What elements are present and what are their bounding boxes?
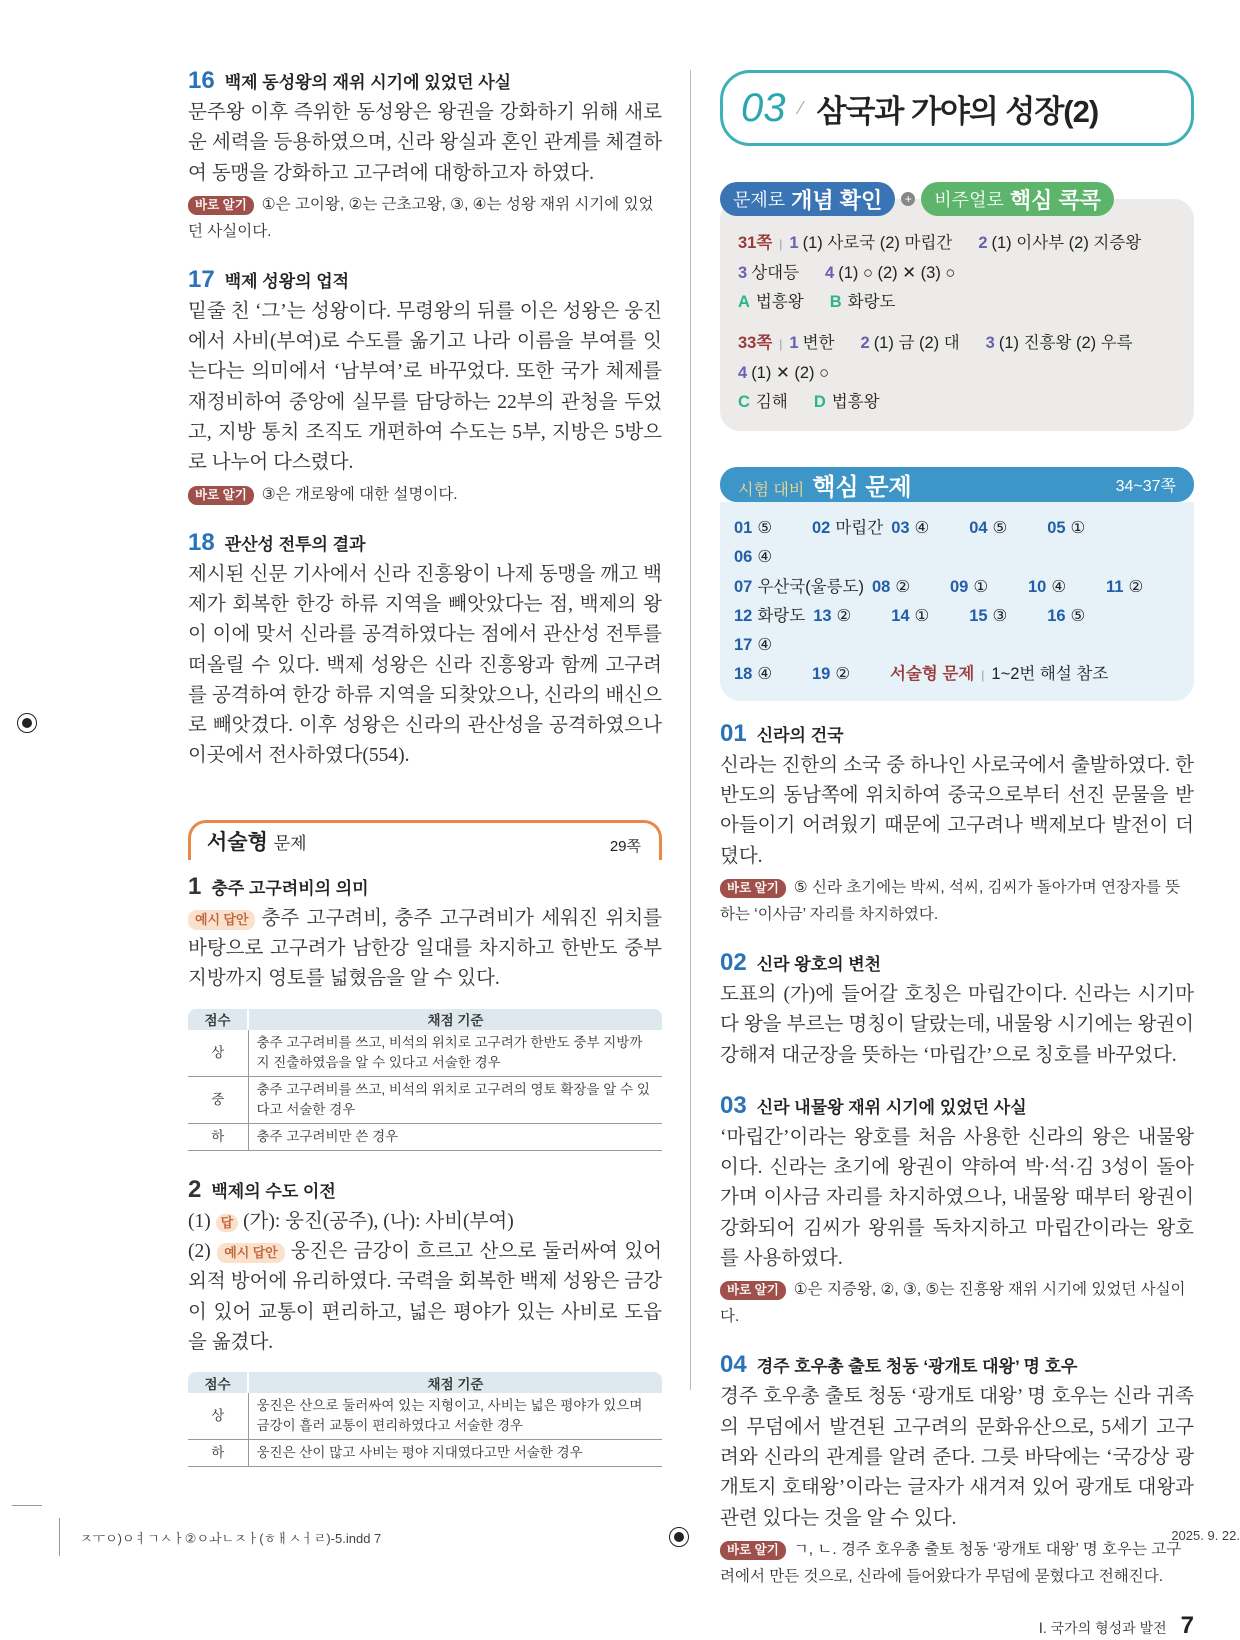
answer-01 xyxy=(720,721,1194,928)
sample-answer-badge: 예시 답안 xyxy=(188,910,255,930)
question-16 xyxy=(188,68,662,245)
sample-answer-paragraph xyxy=(188,904,662,995)
footer-chapter: Ⅰ. 국가의 형성과 발전 xyxy=(1038,1619,1167,1636)
correction-text: ①은 고이왕, ②는 근초고왕, ③, ④는 성왕 재위 시기에 있었던 사실이다. xyxy=(188,195,654,240)
criteria-cell: 충주 고구려비를 쓰고, 비석의 위치로 고구려의 영토 확장을 알 수 있다고 서술한 경우 xyxy=(248,1076,662,1123)
explanation: 신라는 진한의 소국 중 하나인 사로국에서 출발하였다. 한반도의 동남쪽에 위치하여 중국으로부터 선진 문물을 받아들이기 어려웠기 때문에 고구려나 백제보다 발전이 더뎠다. xyxy=(720,754,1194,867)
core-answers-box xyxy=(720,502,1194,701)
criteria-cell: 웅진은 산이 많고 사비는 평야 지대였다고만 서술한 경우 xyxy=(248,1440,662,1467)
answer-04 xyxy=(720,1352,1194,1589)
right-column xyxy=(720,70,1194,1640)
correction-note: 바로 알기 ㄱ, ㄴ. 경주 호우총 출토 청동 ‘광개토 대왕’ 명 호우는 고구려에서 만든 것으로, 신라에 들어왔다가 무덤에 묻혔다고 전해진다. xyxy=(720,1540,1182,1585)
question-number: 04 xyxy=(720,1351,747,1379)
answer-paragraph-1: (1) 답 (가): 웅진(공주), (나): 사비(부여) xyxy=(188,1210,514,1232)
writing-question-1 xyxy=(188,874,662,1151)
question-number: 02 xyxy=(720,948,747,976)
column-divider xyxy=(690,70,691,1390)
page-31-answers: 31쪽 | 1 (1) 사로국 (2) 마립간 2 (1) 이사부 (2) 지증왕 3 상대등 4 (1) ○ (2) ✕ (3) ○ A 법흥왕 B 화랑도 xyxy=(738,234,1142,311)
table-row xyxy=(188,1123,662,1150)
answer-badge: 답 xyxy=(216,1214,239,1232)
page-33-answers: 33쪽 | 1 변한 2 (1) 금 (2) 대 3 (1) 진흥왕 (2) 우륵 4 (1) ✕ (2) ○ C 김해 D 법흥왕 xyxy=(738,334,1133,411)
answer-02 xyxy=(720,950,1194,1071)
question-title: 신라 내물왕 재위 시기에 있었던 사실 xyxy=(756,1097,1027,1117)
question-title: 경주 호우총 출토 청동 ‘광개토 대왕’ 명 호우 xyxy=(756,1357,1078,1377)
criteria-cell: 웅진은 산으로 둘러싸여 있는 지형이고, 사비는 넓은 평야가 있으며 금강이 흘러 교통이 편리하였다고 서술한 경우 xyxy=(248,1393,662,1440)
answer-row: 01 ⑤ 02 마립간 03 ④ 04 ⑤ 05 ① 06 ④ xyxy=(734,519,1086,567)
score-cell: 상 xyxy=(188,1393,248,1440)
answer-row: 18 ④ 19 ② 서술형 문제 | 1~2번 해설 참조 xyxy=(734,665,1109,684)
question-number: 17 xyxy=(188,265,215,293)
writing-section-page: 29쪽 xyxy=(609,837,641,855)
score-cell: 상 xyxy=(188,1030,248,1077)
file-slug: ㅈㅜㅇ)ㅇㅕㄱㅅㅏ②ㅇㅘㄴㅈㅏ(ㅎㅐㅅㅓㄹ)-5.indd 7 xyxy=(80,1531,382,1546)
question-title: 신라의 건국 xyxy=(756,725,844,745)
criteria-cell: 충주 고구려비를 쓰고, 비석의 위치로 고구려가 한반도 중부 지방까지 진출하였음을 알 수 있다고 서술한 경우 xyxy=(248,1030,662,1077)
scoring-table-1 xyxy=(188,1009,662,1151)
chapter-title: 삼국과 가야의 성장(2) xyxy=(816,93,1099,129)
correction-badge: 바로 알기 xyxy=(188,486,254,505)
explanation: 제시된 신문 기사에서 신라 진흥왕이 나제 동맹을 깨고 백제가 회복한 한강 하류 지역을 빼앗았다는 점, 백제의 왕이 이에 맞서 신라를 공격하였다는 점에서 관산성 전투를 떠올릴 수 있다. 백제 성왕은 신라 진흥왕과 함께 고구려를 공격하여 한강 하류 지역을 되찾았으나, 신라의 배신으로 빼앗겼다. 이후 성왕은 신라의 관산성을 공격하였으나 이곳에서 전사하였다(554). xyxy=(188,563,662,767)
page-footer xyxy=(720,1612,1194,1640)
print-slug xyxy=(80,1528,1240,1547)
question-title: 백제 성왕의 업적 xyxy=(224,271,350,291)
explanation: 밑줄 친 ‘그’는 성왕이다. 무령왕의 뒤를 이은 성왕은 웅진에서 사비(부여)로 수도를 옮기고 나라 이름을 부여를 잇는다는 의미에서 ‘남부여’로 바꾸었다. 또한 국가 체제를 재정비하여 중앙에 실무를 담당하는 22부의 관청을 두었고, 지방 통치 조직도 개편하여 수도는 5부, 지방은 5방으로 나누어 다스렸다. xyxy=(188,300,662,474)
score-cell: 하 xyxy=(188,1440,248,1467)
plus-icon: + xyxy=(901,192,915,206)
table-row xyxy=(188,1393,662,1440)
criteria-cell: 충주 고구려비만 쓴 경우 xyxy=(248,1123,662,1150)
question-number: 2 xyxy=(188,1175,202,1203)
score-cell: 하 xyxy=(188,1123,248,1150)
question-title: 충주 고구려비의 의미 xyxy=(211,878,369,898)
correction-note xyxy=(188,481,662,508)
table-header: 점수 xyxy=(188,1372,248,1393)
print-date: 2025. 9. 22. xyxy=(1171,1528,1240,1543)
left-column xyxy=(188,68,662,1467)
slash-icon: ⁄ xyxy=(799,97,803,118)
question-number: 01 xyxy=(720,719,747,747)
question-title: 관산성 전투의 결과 xyxy=(224,534,366,554)
writing-section-header xyxy=(188,820,662,860)
question-title: 신라 왕호의 변천 xyxy=(756,954,882,974)
table-header: 채점 기준 xyxy=(248,1372,662,1393)
correction-badge: 바로 알기 xyxy=(720,1281,786,1300)
sample-answer-badge: 예시 답안 xyxy=(217,1243,284,1263)
crop-mark xyxy=(12,1505,42,1506)
explanation: 도표의 (가)에 들어갈 호칭은 마립간이다. 신라는 시기마다 왕을 부르는 명칭이 달랐는데, 내물왕 시기에는 왕권이 강해져 대군장을 뜻하는 ‘마립간’으로 칭호를 바꾸었다. xyxy=(720,983,1194,1066)
concept-check-pill: 문제로 개념 확인 xyxy=(720,182,895,216)
explanation: 경주 호우총 출토 청동 ‘광개토 대왕’ 명 호우는 신라 귀족의 무덤에서 발견된 고구려의 문화유산으로, 5세기 고구려와 신라의 관계를 알려 준다. 그릇 바닥에는 ‘국강상 광개토지 호태왕’이라는 글자가 새겨져 있어 광개토 대왕과 관련 있다는 것을 알 수 있다. xyxy=(720,1386,1194,1529)
sample-answer: 충주 고구려비, 충주 고구려비가 세워진 위치를 바탕으로 고구려가 남한강 일대를 차지하고 한반도 중부 지방까지 영토를 넓혔음을 알 수 있다. xyxy=(188,907,662,990)
answer-paragraph-2: (2) 예시 답안 웅진은 금강이 흐르고 산으로 둘러싸여 있어 외적 방어에 유리하였다. 국력을 회복한 백제 성왕은 금강이 있어 교통이 편리하고, 넓은 평야가 있는 사비로 도읍을 옮겼다. xyxy=(188,1240,662,1353)
question-number: 18 xyxy=(188,528,215,556)
question-title: 백제 동성왕의 재위 시기에 있었던 사실 xyxy=(224,73,512,92)
scoring-table-2 xyxy=(188,1372,662,1467)
crop-mark xyxy=(59,1518,60,1556)
correction-note xyxy=(188,191,662,245)
page-number: 7 xyxy=(1180,1611,1194,1639)
question-number: 03 xyxy=(720,1091,747,1119)
table-header: 점수 xyxy=(188,1009,248,1030)
answer-row: 07 우산국(울릉도) 08 ② 09 ① 10 ④ 11 ② xyxy=(734,577,1144,596)
chapter-title-box xyxy=(720,70,1194,146)
concept-answers-box xyxy=(720,199,1194,431)
concept-pills xyxy=(720,182,1194,216)
question-title: 백제의 수도 이전 xyxy=(211,1181,336,1201)
answer-03 xyxy=(720,1093,1194,1330)
visual-pill: 비주얼로 핵심 콕콕 xyxy=(921,182,1114,216)
correction-note: 바로 알기 ①은 지증왕, ②, ③, ⑤는 진흥왕 재위 시기에 있었던 사실이다. xyxy=(720,1281,1186,1326)
correction-badge: 바로 알기 xyxy=(188,196,254,215)
correction-badge: 바로 알기 xyxy=(720,879,786,898)
core-problems-header: 시험 대비 핵심 문제 34~37쪽 xyxy=(720,467,1194,502)
question-17 xyxy=(188,267,662,508)
table-row xyxy=(188,1076,662,1123)
writing-question-2 xyxy=(188,1177,662,1467)
table-header: 채점 기준 xyxy=(248,1009,662,1030)
table-row xyxy=(188,1440,662,1467)
correction-badge: 바로 알기 xyxy=(720,1541,786,1560)
correction-note: 바로 알기 ⑤ 신라 초기에는 박씨, 석씨, 김씨가 돌아가며 연장자를 뜻하는 ‘이사금’ 자리를 차지하였다. xyxy=(720,878,1181,923)
writing-section-title: 서술형 문제 xyxy=(207,830,307,854)
answer-row: 12 화랑도 13 ② 14 ① 15 ③ 16 ⑤ 17 ④ xyxy=(734,606,1086,655)
correction-text: ③은 개로왕에 대한 설명이다. xyxy=(261,485,458,503)
explanation: 문주왕 이후 즉위한 동성왕은 왕권을 강화하기 위해 새로운 세력을 등용하였으며, 신라 왕실과 혼인 관계를 체결하여 동맹을 강화하고 고구려에 대항하고자 하였다. xyxy=(188,102,662,184)
question-number: 16 xyxy=(188,67,215,94)
table-row xyxy=(188,1030,662,1077)
question-number: 1 xyxy=(188,872,202,900)
chapter-number: 03 xyxy=(741,85,786,130)
explanation: ‘마립간’이라는 왕호를 처음 사용한 신라의 왕은 내물왕이다. 신라는 초기에 왕권이 약하여 박·석·김 3성이 돌아가며 이사금 자리를 차지하였으나, 내물왕 때부터 왕권이 강화되어 김씨가 왕위를 독차지하고 마립간이라는 왕호를 사용하였다. xyxy=(720,1126,1194,1270)
registration-mark-icon xyxy=(17,713,37,733)
question-18 xyxy=(188,530,662,772)
score-cell: 중 xyxy=(188,1076,248,1123)
